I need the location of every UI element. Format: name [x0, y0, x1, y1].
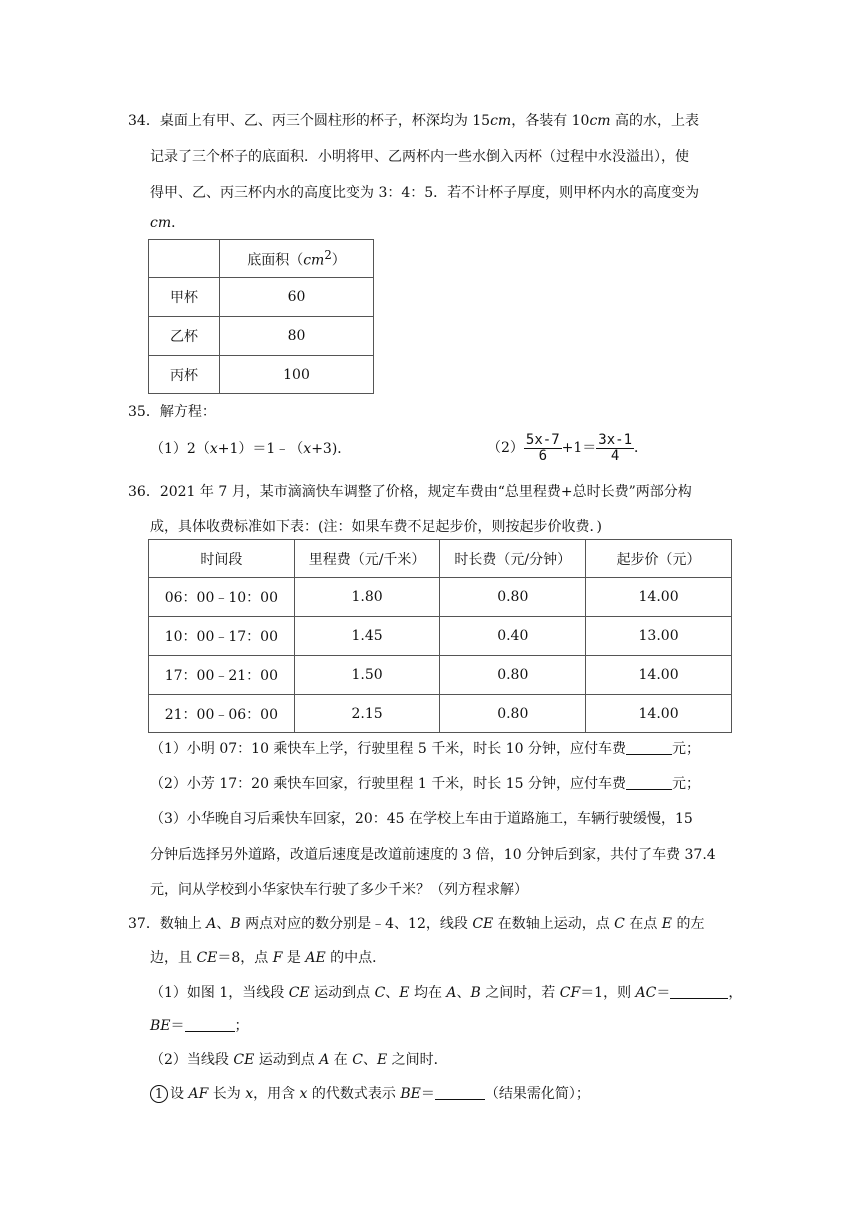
q34-line-3: 得甲、乙、丙三杯内水的高度比变为 3：4：5．若不计杯子厚度，则甲杯内水的高度变为 — [150, 185, 700, 201]
cell-time: 10：00﹣17：00 — [149, 617, 295, 656]
cell-start-price: 14.00 — [586, 656, 732, 695]
cell-mileage-fee: 1.50 — [294, 656, 440, 695]
cell-time: 17：00﹣21：00 — [149, 656, 295, 695]
q35-equation-1: （1）2（x+1）＝1﹣（x+3)． — [150, 441, 352, 457]
cell-time: 21：00﹣06：00 — [149, 695, 295, 733]
q34-table-row — [149, 356, 374, 394]
q37-line-2: 边，且 CE＝8，点 F 是 AE 的中点． — [150, 950, 387, 966]
col-header-time-fee: 时长费（元/分钟） — [440, 540, 586, 578]
answer-blank[interactable] — [435, 1085, 485, 1100]
cell-mileage-fee: 1.80 — [294, 578, 440, 617]
table-row — [149, 578, 732, 617]
q37-part-2: （2）当线段 CE 运动到点 A 在 C、E 之间时． — [150, 1052, 448, 1068]
q34-table-header: 底面积$(cm^2)$ — [220, 240, 374, 278]
cell-time-fee: 0.80 — [440, 578, 586, 617]
q34-cup-area: 60 — [220, 278, 374, 317]
answer-blank[interactable] — [185, 1017, 235, 1032]
q34-table-row — [149, 278, 374, 317]
answer-blank[interactable] — [626, 740, 672, 755]
cell-time-fee: 0.80 — [440, 656, 586, 695]
q36-line-1: 36．2021 年 7 月，某市滴滴快车调整了价格，规定车费由“总里程费+总时长费”两部分构 — [128, 484, 692, 500]
q37-part-2-sub-1: 1 设 AF 长为 x，用含 x 的代数式表示 BE＝ （结果需化简）； — [150, 1084, 590, 1104]
table-row — [149, 695, 732, 733]
answer-blank[interactable] — [670, 984, 728, 999]
q37-part-1-cont: BE＝ ； — [150, 1018, 249, 1034]
q36-sub-3-line-3: 元，问从学校到小华家快车行驶了多少千米？（列方程求解） — [150, 882, 528, 898]
q34-line-1: 34．桌面上有甲、乙、丙三个圆柱形的杯子，杯深均为 15cm，各装有 10cm 高的水，上表 — [128, 113, 700, 129]
col-header-time: 时间段 — [149, 540, 295, 578]
q36-sub-3-line-1: （3）小华晚自习后乘快车回家，20：45 在学校上车由于道路施工，车辆行驶缓慢，15 — [150, 811, 693, 827]
col-header-mileage-fee: 里程费（元/千米） — [294, 540, 440, 578]
q36-sub-2: （2）小芳 17：20 乘快车回家，行驶里程 1 千米，时长 15 分钟，应付车费 元； — [150, 776, 700, 792]
cell-start-price: 14.00 — [586, 578, 732, 617]
q37-part-1: （1）如图 1，当线段 CE 运动到点 C、E 均在 A、B 之间时，若 CF＝1，则 AC＝ ， — [150, 985, 743, 1001]
circled-number-1: 1 — [150, 1085, 168, 1103]
q36-line-2: 成，具体收费标准如下表：(注：如果车费不足起步价，则按起步价收费．) — [150, 519, 602, 535]
q34-table-corner — [149, 240, 220, 278]
q34-table-row — [149, 317, 374, 356]
q34-cup-area: 100 — [220, 356, 374, 394]
cell-start-price: 14.00 — [586, 695, 732, 733]
q34-cup-name: 乙杯 — [149, 317, 220, 356]
cell-time: 06：00﹣10：00 — [149, 578, 295, 617]
q34-cup-area: 80 — [220, 317, 374, 356]
q34-line-2: 记录了三个杯子的底面积．小明将甲、乙两杯内一些水倒入丙杯（过程中水没溢出），使 — [150, 149, 689, 165]
q35-equation-2: （2） $\frac{5x-7}{6}$ +1＝ $\frac{3x-1}{4}$ ． — [487, 431, 648, 464]
cell-mileage-fee: 1.45 — [294, 617, 440, 656]
answer-blank[interactable] — [626, 775, 672, 790]
fraction-1: $\frac{5x-7}{6}$ — [525, 431, 560, 464]
q36-fare-table — [148, 539, 732, 733]
fraction-2: $\frac{3x-1}{4}$ — [598, 431, 632, 464]
table-row — [149, 617, 732, 656]
q36-sub-3-line-2: 分钟后选择另外道路，改道后速度是改道前速度的 3 倍，10 分钟后到家，共付了车费 37.4 — [150, 847, 716, 863]
q36-sub-1: （1）小明 07：10 乘快车上学，行驶里程 5 千米，时长 10 分钟，应付车费 元； — [150, 741, 700, 757]
cell-time-fee: 0.80 — [440, 695, 586, 733]
q35-title: 35．解方程： — [128, 404, 216, 420]
col-header-start-price: 起步价（元） — [586, 540, 732, 578]
table-row — [149, 656, 732, 695]
cell-mileage-fee: 2.15 — [294, 695, 440, 733]
q34-cup-name: 丙杯 — [149, 356, 220, 394]
q34-line-4: cm． — [150, 215, 186, 231]
q34-cup-name: 甲杯 — [149, 278, 220, 317]
q34-area-table — [148, 239, 374, 394]
cell-time-fee: 0.40 — [440, 617, 586, 656]
q36-table-header-row — [149, 540, 732, 578]
q37-line-1: 37．数轴上 A、B 两点对应的数分别是﹣4、12，线段 CE 在数轴上运动，点 C 在点 E 的左 — [128, 916, 705, 932]
cell-start-price: 13.00 — [586, 617, 732, 656]
